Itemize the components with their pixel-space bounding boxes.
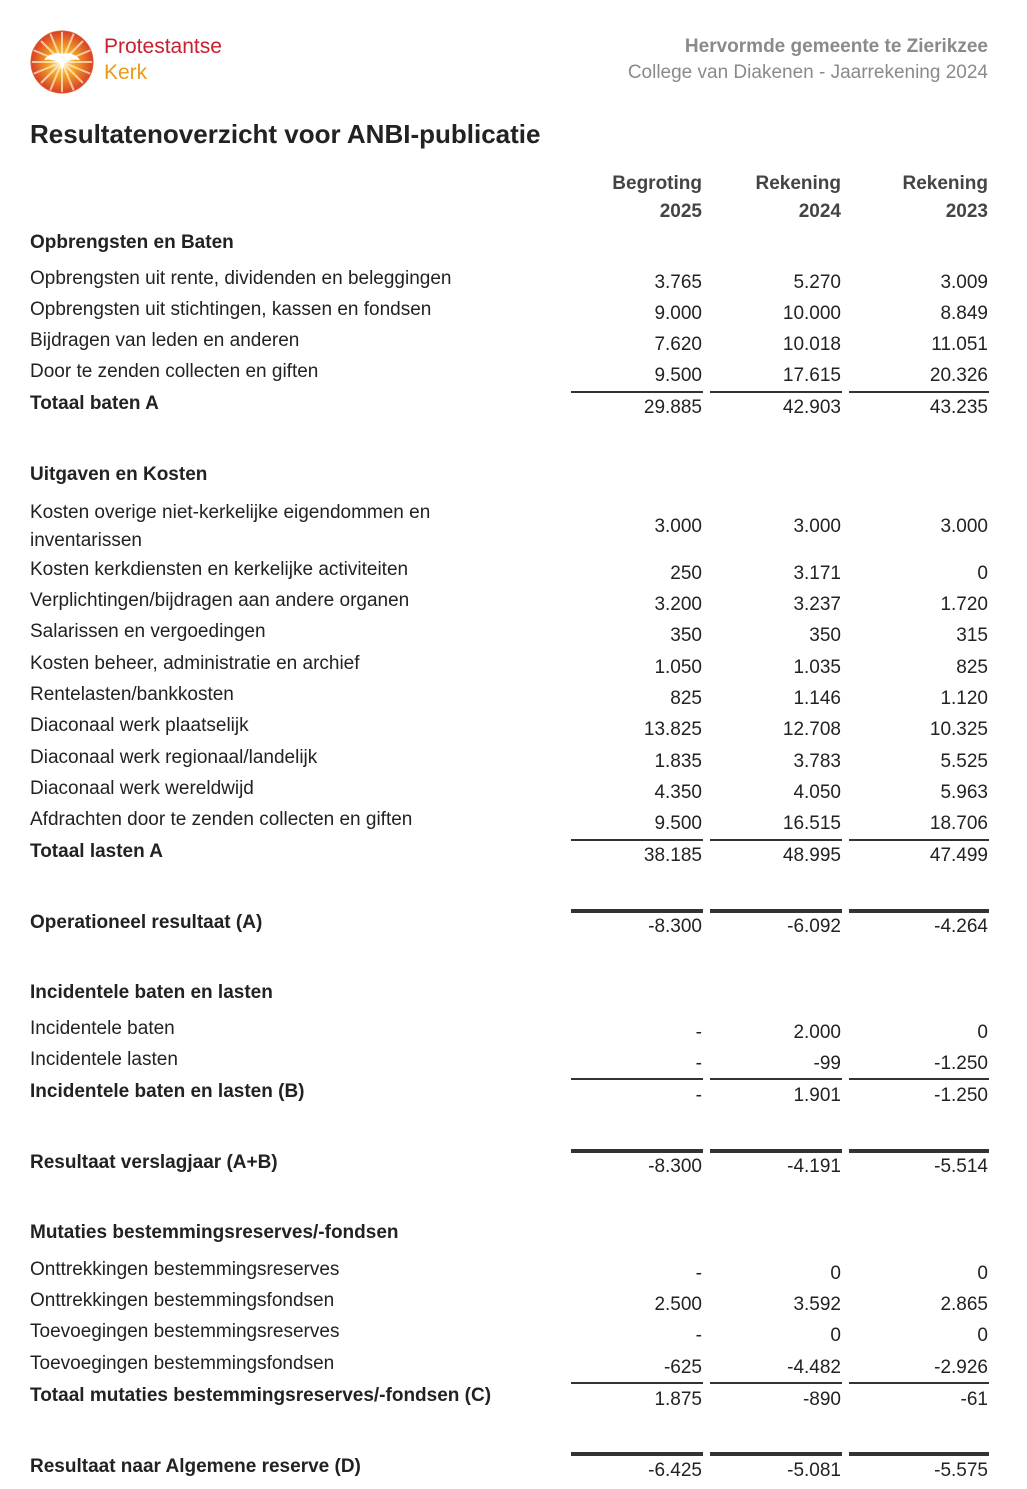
cell-rekening-2024: 1.035 — [793, 657, 841, 678]
total-row-mutaties — [0, 1384, 1027, 1415]
cell-rekening-2023: -1.250 — [934, 1085, 988, 1106]
row-label: Incidentele baten en lasten (B) — [30, 1081, 305, 1102]
cell-rekening-2023: 5.963 — [940, 782, 988, 803]
table-row — [0, 1289, 1027, 1320]
table-row — [0, 267, 1027, 298]
cell-begroting-2025: 1.835 — [654, 751, 702, 772]
cell-rekening-2024: 3.000 — [793, 516, 841, 537]
column-header-line1: Rekening — [755, 173, 841, 194]
table-row — [0, 746, 1027, 777]
row-label: Toevoegingen bestemmingsfondsen — [30, 1353, 335, 1374]
column-header-line2: 2025 — [659, 201, 702, 222]
row-label: Resultaat naar Algemene reserve (D) — [30, 1456, 361, 1477]
cell-rekening-2024: -99 — [813, 1053, 841, 1074]
page-title: Resultatenoverzicht voor ANBI-publicatie — [30, 119, 541, 149]
table-row — [0, 1352, 1027, 1383]
column-header-line1: Begroting — [612, 173, 702, 194]
cell-rekening-2024: 10.018 — [782, 334, 841, 355]
cell-rekening-2024: 3.783 — [793, 751, 841, 772]
table-row — [0, 558, 1027, 589]
cell-rekening-2024: -5.081 — [787, 1460, 841, 1481]
logo-line-2: Kerk — [104, 61, 148, 84]
cell-rekening-2023: 0 — [977, 563, 988, 584]
cell-rekening-2024: 0 — [830, 1263, 841, 1284]
cell-begroting-2025: - — [695, 1263, 702, 1284]
cell-begroting-2025: -625 — [663, 1357, 702, 1378]
row-label: Rentelasten/bankkosten — [30, 684, 234, 705]
row-label: Verplichtingen/bijdragen aan andere organen — [30, 590, 410, 611]
table-row — [0, 1258, 1027, 1289]
row-label: Bijdragen van leden en anderen — [30, 330, 300, 351]
row-label: Kosten beheer, administratie en archief — [30, 653, 360, 674]
cell-rekening-2024: 2.000 — [793, 1022, 841, 1043]
table-row — [0, 714, 1027, 745]
cell-rekening-2023: -5.575 — [934, 1460, 988, 1481]
cell-begroting-2025: 250 — [670, 563, 702, 584]
table-row — [0, 1017, 1027, 1048]
table-row — [0, 620, 1027, 651]
row-label: Onttrekkingen bestemmingsreserves — [30, 1259, 340, 1280]
cell-rekening-2024: 3.171 — [793, 563, 841, 584]
row-label — [30, 499, 430, 555]
cell-rekening-2023: 8.849 — [940, 303, 988, 324]
section-heading-lasten — [0, 463, 1027, 494]
row-label: Incidentele lasten — [30, 1049, 178, 1070]
table-row — [0, 652, 1027, 683]
organization-block — [628, 34, 988, 86]
cell-rekening-2023: -61 — [960, 1389, 988, 1410]
cell-begroting-2025: -8.300 — [648, 916, 702, 937]
cell-rekening-2024: 42.903 — [782, 397, 841, 418]
cell-rekening-2023: 5.525 — [940, 751, 988, 772]
cell-begroting-2025: 29.885 — [643, 397, 702, 418]
table-row — [0, 589, 1027, 620]
logo-wordmark — [104, 34, 222, 86]
protestantse-kerk-logo — [30, 30, 94, 94]
table-row — [0, 1048, 1027, 1079]
cell-begroting-2025: 9.500 — [654, 813, 702, 834]
cell-rekening-2024: 10.000 — [782, 303, 841, 324]
cell-rekening-2023: 2.865 — [940, 1294, 988, 1315]
row-label: Totaal baten A — [30, 393, 159, 414]
document-subtitle: College van Diakenen - Jaarrekening 2024 — [627, 62, 988, 83]
cell-rekening-2024: 4.050 — [793, 782, 841, 803]
cell-begroting-2025: 350 — [670, 625, 702, 646]
row-label: Door te zenden collecten en giften — [30, 361, 319, 382]
row-label-line2: inventarissen — [30, 530, 142, 551]
cell-rekening-2023: 47.499 — [929, 845, 988, 866]
cell-rekening-2023: 0 — [977, 1325, 988, 1346]
cell-rekening-2023: 3.000 — [940, 516, 988, 537]
cell-begroting-2025: 1.050 — [654, 657, 702, 678]
table-row — [0, 298, 1027, 329]
row-label: Kosten kerkdiensten en kerkelijke activiteiten — [30, 559, 409, 580]
cell-rekening-2023: -2.926 — [934, 1357, 988, 1378]
row-label: Resultaat verslagjaar (A+B) — [30, 1152, 278, 1173]
cell-begroting-2025: - — [695, 1053, 702, 1074]
cell-rekening-2024: 1.146 — [793, 688, 841, 709]
cell-rekening-2023: -1.250 — [934, 1053, 988, 1074]
logo-line-1: Protestantse — [104, 35, 222, 58]
table-row — [0, 808, 1027, 839]
table-row — [0, 499, 1027, 555]
cell-rekening-2023: 1.120 — [940, 688, 988, 709]
cell-rekening-2024: -6.092 — [787, 916, 841, 937]
cell-rekening-2024: 3.592 — [793, 1294, 841, 1315]
page-header — [0, 0, 1027, 110]
cell-rekening-2023: 1.720 — [940, 594, 988, 615]
cell-rekening-2024: 12.708 — [782, 719, 841, 740]
total-row-lasten — [0, 840, 1027, 871]
table-row — [0, 777, 1027, 808]
cell-begroting-2025: 7.620 — [654, 334, 702, 355]
row-label: Opbrengsten uit rente, dividenden en beleggingen — [30, 268, 452, 289]
cell-rekening-2024: 17.615 — [782, 365, 841, 386]
cell-rekening-2024: -890 — [802, 1389, 841, 1410]
column-header-begroting-2025 — [572, 170, 702, 226]
table-row — [0, 683, 1027, 714]
cell-rekening-2023: 20.326 — [929, 365, 988, 386]
row-label: Onttrekkingen bestemmingsfondsen — [30, 1290, 335, 1311]
row-label: Toevoegingen bestemmingsreserves — [30, 1321, 340, 1342]
column-header-line1: Rekening — [902, 173, 988, 194]
row-label: Opbrengsten uit stichtingen, kassen en fondsen — [30, 299, 432, 320]
column-header-rekening-2024 — [711, 170, 841, 226]
cell-rekening-2024: 5.270 — [793, 272, 841, 293]
cell-rekening-2024: -4.482 — [787, 1357, 841, 1378]
total-row-baten — [0, 392, 1027, 423]
cell-begroting-2025: 13.825 — [643, 719, 702, 740]
cell-rekening-2023: -4.264 — [934, 916, 988, 937]
row-label: Afdrachten door te zenden collecten en giften — [30, 809, 413, 830]
cell-begroting-2025: 9.000 — [654, 303, 702, 324]
column-header-rekening-2023 — [858, 170, 988, 226]
row-label: Diaconaal werk wereldwijd — [30, 778, 254, 799]
row-label: Totaal mutaties bestemmingsreserves/-fondsen (C) — [30, 1385, 492, 1406]
row-label: Diaconaal werk regionaal/landelijk — [30, 747, 318, 768]
result-row-verslagjaar — [0, 1151, 1027, 1182]
section-heading-mutaties — [0, 1221, 1027, 1252]
cell-rekening-2024: 350 — [809, 625, 841, 646]
cell-begroting-2025: 3.765 — [654, 272, 702, 293]
row-label: Totaal lasten A — [30, 841, 164, 862]
section-title: Mutaties bestemmingsreserves/-fondsen — [30, 1222, 399, 1243]
cell-begroting-2025: -8.300 — [648, 1156, 702, 1177]
cell-begroting-2025: 3.200 — [654, 594, 702, 615]
cell-begroting-2025: - — [695, 1022, 702, 1043]
cell-begroting-2025: 9.500 — [654, 365, 702, 386]
cell-rekening-2023: 43.235 — [929, 397, 988, 418]
row-label-line1: Kosten overige niet-kerkelijke eigendommen en — [30, 502, 431, 523]
table-row — [0, 360, 1027, 391]
cell-rekening-2024: 0 — [830, 1325, 841, 1346]
cell-rekening-2024: 3.237 — [793, 594, 841, 615]
section-heading-incidenteel — [0, 981, 1027, 1012]
table-row — [0, 329, 1027, 360]
cell-rekening-2023: 0 — [977, 1022, 988, 1043]
cell-rekening-2023: 10.325 — [929, 719, 988, 740]
section-heading-baten — [0, 231, 1027, 262]
section-title: Uitgaven en Kosten — [30, 464, 208, 485]
cell-begroting-2025: - — [695, 1325, 702, 1346]
row-label: Incidentele baten — [30, 1018, 175, 1039]
cell-rekening-2024: 48.995 — [782, 845, 841, 866]
row-label: Salarissen en vergoedingen — [30, 621, 266, 642]
organization-name: Hervormde gemeente te Zierikzee — [684, 36, 988, 57]
cell-rekening-2024: -4.191 — [787, 1156, 841, 1177]
section-title: Incidentele baten en lasten — [30, 982, 273, 1003]
cell-begroting-2025: - — [695, 1085, 702, 1106]
column-header-line2: 2024 — [798, 201, 841, 222]
row-label: Operationeel resultaat (A) — [30, 912, 263, 933]
cell-rekening-2023: 3.009 — [940, 272, 988, 293]
cell-begroting-2025: 38.185 — [643, 845, 702, 866]
cell-rekening-2023: 315 — [956, 625, 988, 646]
cell-begroting-2025: -6.425 — [648, 1460, 702, 1481]
cell-begroting-2025: 2.500 — [654, 1294, 702, 1315]
cell-rekening-2023: -5.514 — [934, 1156, 988, 1177]
total-row-incidenteel — [0, 1080, 1027, 1111]
cell-rekening-2023: 0 — [977, 1263, 988, 1284]
cell-begroting-2025: 4.350 — [654, 782, 702, 803]
cell-rekening-2023: 11.051 — [931, 334, 988, 355]
cell-rekening-2023: 18.706 — [929, 813, 988, 834]
section-title: Opbrengsten en Baten — [30, 232, 234, 253]
cell-begroting-2025: 1.875 — [654, 1389, 702, 1410]
cell-begroting-2025: 3.000 — [654, 516, 702, 537]
cell-rekening-2024: 16.515 — [782, 813, 841, 834]
cell-begroting-2025: 825 — [670, 688, 702, 709]
table-row — [0, 1320, 1027, 1351]
result-row-algemene-reserve — [0, 1455, 1027, 1486]
column-header-line2: 2023 — [945, 201, 988, 222]
row-label: Diaconaal werk plaatselijk — [30, 715, 249, 736]
cell-rekening-2024: 1.901 — [793, 1085, 841, 1106]
cell-rekening-2023: 825 — [956, 657, 988, 678]
result-row-operationeel — [0, 911, 1027, 942]
